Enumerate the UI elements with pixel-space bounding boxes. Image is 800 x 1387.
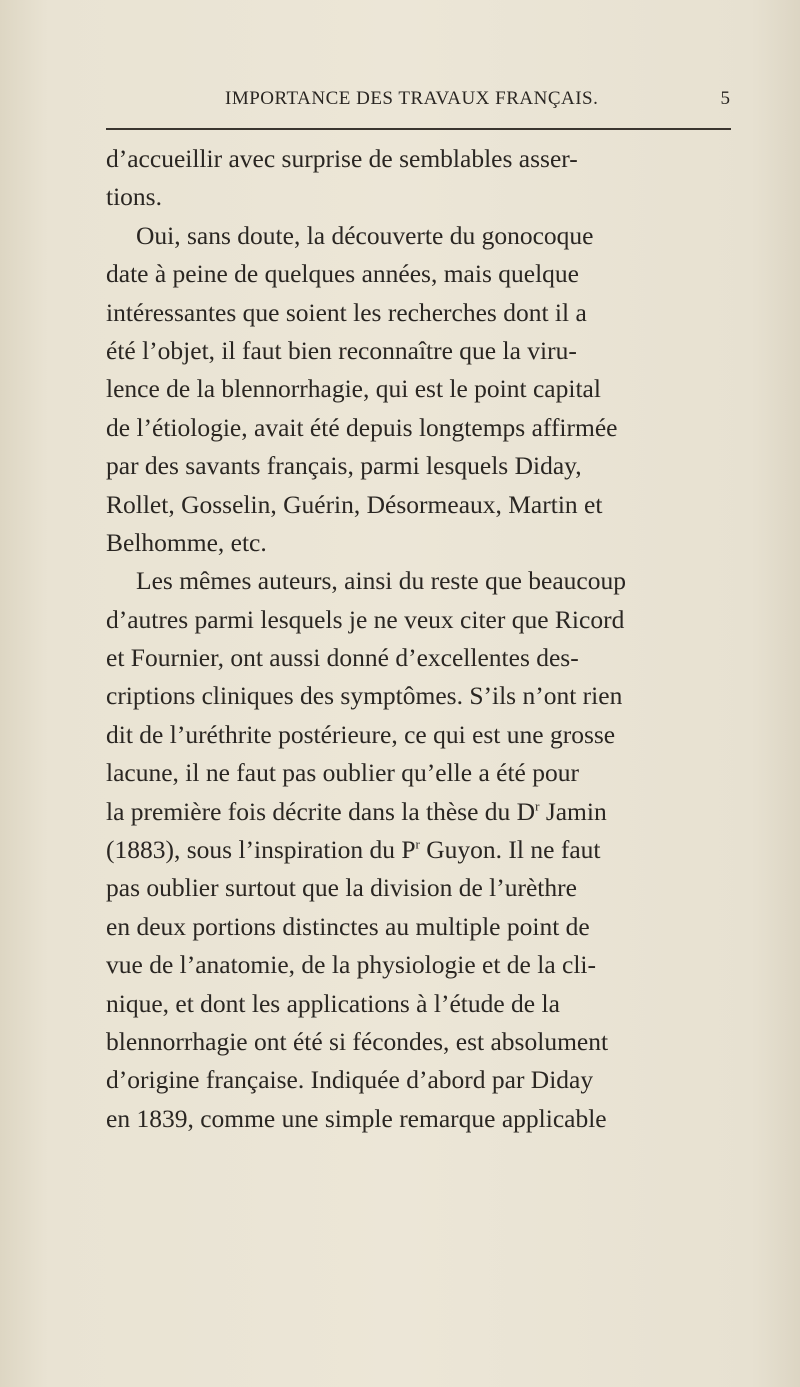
text-line: vue de l’anatomie, de la physiologie et de la cli-	[106, 950, 596, 980]
text-line: Rollet, Gosselin, Guérin, Désormeaux, Martin et	[106, 489, 603, 519]
text-line: intéressantes que soient les recherches dont il a	[106, 297, 587, 327]
text-line: d’autres parmi lesquels je ne veux citer que Ricord	[106, 604, 625, 634]
text-line: dit de l’uréthrite postérieure, ce qui est une grosse	[106, 719, 616, 749]
body-text	[106, 140, 746, 1138]
text-line	[106, 793, 746, 831]
text-segment: la première fois décrite dans la thèse du D	[106, 796, 536, 826]
text-segment: (1883), sous l’inspiration du P	[106, 835, 416, 865]
text-line: blennorrhagie ont été si fécondes, est absolument	[106, 1026, 609, 1056]
text-line: Les mêmes auteurs, ainsi du reste que beaucoup	[136, 566, 627, 596]
text-segment: Guyon. Il ne faut	[419, 835, 601, 865]
running-title: IMPORTANCE DES TRAVAUX FRANÇAIS.	[225, 88, 599, 109]
page-number: 5	[720, 88, 730, 109]
text-line: Oui, sans doute, la découverte du gonocoque	[136, 220, 594, 250]
text-line: date à peine de quelques années, mais quelque	[106, 259, 579, 289]
text-segment: Jamin	[539, 796, 607, 826]
text-line: Belhomme, etc.	[106, 527, 267, 557]
text-line: en 1839, comme une simple remarque applicable	[106, 1103, 607, 1133]
text-line: été l’objet, il faut bien reconnaître que la viru-	[106, 335, 577, 365]
text-line: lacune, il ne faut pas oublier qu’elle a été pour	[106, 758, 579, 788]
page-header	[110, 88, 730, 114]
text-line: et Fournier, ont aussi donné d’excellentes des-	[106, 643, 579, 673]
text-line: tions.	[106, 182, 162, 212]
text-line: en deux portions distinctes au multiple point de	[106, 911, 590, 941]
text-line: par des savants français, parmi lesquels Diday,	[106, 451, 582, 481]
text-line: lence de la blennorrhagie, qui est le point capital	[106, 374, 601, 404]
superscript: r	[535, 798, 540, 814]
text-line: pas oublier surtout que la division de l’urèthre	[106, 873, 577, 903]
text-line: criptions cliniques des symptômes. S’ils n’ont rien	[106, 681, 623, 711]
header-rule	[106, 128, 731, 130]
text-line: d’accueillir avec surprise de semblables asser-	[106, 144, 578, 173]
text-line: nique, et dont les applications à l’étude de la	[106, 988, 560, 1018]
text-line	[106, 831, 746, 869]
text-line: de l’étiologie, avait été depuis longtemps affirmée	[106, 412, 618, 442]
superscript: r	[415, 836, 420, 852]
text-line: d’origine française. Indiquée d’abord par Diday	[106, 1065, 594, 1095]
